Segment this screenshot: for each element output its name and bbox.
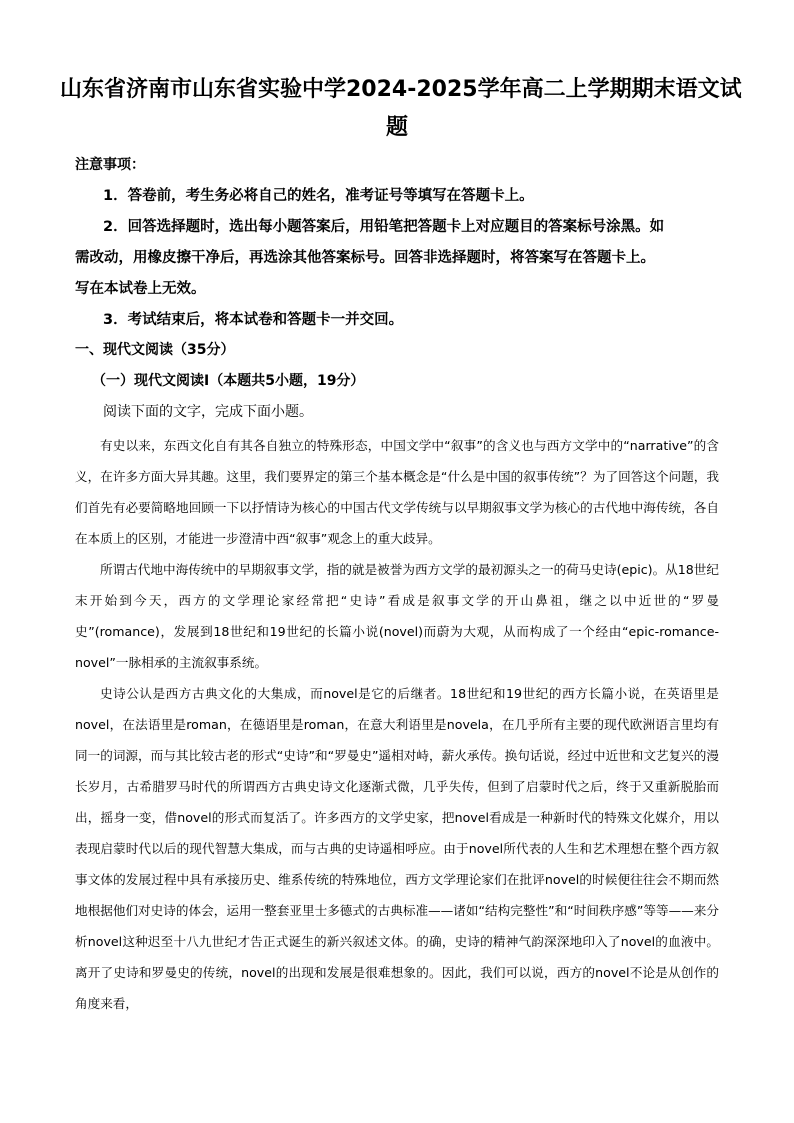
passage-paragraph-1: 有史以来，东西文化自有其各自独立的特殊形态，中国文学中“叙事”的含义也与西方文学中的“narrative”的含义，在许多方面大异其趣。这里，我们要界定的第三个基本概念是“什么是中国的叙事传统”？为了回答这个问题，我们首先有必要简略地回顾一下以抒情诗为核心的中国古代文学传统与以早期叙事文学为核心的古代地中海传统，各自在本质上的区别，才能进一步澄清中西“叙事”观念上的重大歧异。	[75, 438, 719, 546]
passage-paragraph-2: 所谓古代地中海传统中的早期叙事文学，指的就是被誉为西方文学的最初源头之一的荷马史诗(epic)。从18世纪末开始到今天，西方的文学理论家经常把“史诗”看成是叙事文学的开山鼻祖，继之以中近世的“罗曼史”(romance)，发展到18世纪和19世纪的长篇小说(novel)而蔚为大观，从而构成了一个经由“epic-romance-novel”一脉相承的主流叙事系统。	[75, 562, 719, 670]
section-heading: 一、现代文阅读（35分）	[75, 342, 235, 358]
reading-passage	[75, 430, 719, 1019]
page-title-line2: 题	[385, 115, 408, 140]
passage-paragraph-3: 史诗公认是西方古典文化的大集成，而novel是它的后继者。18世纪和19世纪的西方长篇小说，在英语里是novel，在法语里是roman，在德语里是roman，在意大利语里是novela，在几乎所有主要的现代欧洲语言里均有同一的词源，而与其比较古老的形式“史诗”和“罗曼史”遥相对峙，薪火承传。换句话说，经过中近世和文艺复兴的漫长岁月，古希腊罗马时代的所谓西方古典史诗文化逐渐式微，几乎失传，但到了启蒙时代之后，终于又重新脱胎而出，摇身一变，借novel的形式而复活了。许多西方的文学史家，把novel看成是一种新时代的特殊文化媒介，用以表现启蒙时代以后的现代智慧大集成，而与古典的史诗遥相呼应。由于novel所代表的人生和艺术理想在整个西方叙事文体的发展过程中具有承接历史、维系传统的特殊地位，西方文学理论家们在批评novel的时候便往往会不期而然地根据他们对史诗的体会，运用一整套亚里士多德式的古典标准——诸如“结构完整性”和“时间秩序感”等等——来分析novel这种迟至十八九世纪才告正式诞生的新兴叙述文体。的确，史诗的精神气韵深深地印入了novel的血液中。离开了史诗和罗曼史的传统，novel的出现和发展是很难想象的。因此，我们可以说，西方的novel不论是从创作的角度来看，	[75, 686, 719, 1011]
page-title-line1: 山东省济南市山东省实验中学2024-2025学年高二上学期期末语文试	[60, 77, 742, 102]
notice-item-2-line-3: 写在本试卷上无效。	[75, 281, 206, 297]
reading-instruction: 阅读下面的文字，完成下面小题。	[103, 404, 313, 420]
notice-item-2-line-2: 需改动，用橡皮擦干净后，再选涂其他答案标号。回答非选择题时，将答案写在答题卡上。	[75, 250, 655, 266]
notice-label: 注意事项：	[75, 157, 145, 173]
section-subheading: （一）现代文阅读Ⅰ（本题共5小题，19分）	[92, 373, 365, 389]
notice-item-3: 3．考试结束后，将本试卷和答题卡一并交回。	[103, 312, 404, 328]
notice-item-1: 1．答卷前，考生务必将自己的姓名，准考证号等填写在答题卡上。	[103, 188, 534, 204]
notice-item-2-line-1: 2．回答选择题时，选出每小题答案后，用铅笔把答题卡上对应题目的答案标号涂黑。如	[103, 219, 665, 235]
